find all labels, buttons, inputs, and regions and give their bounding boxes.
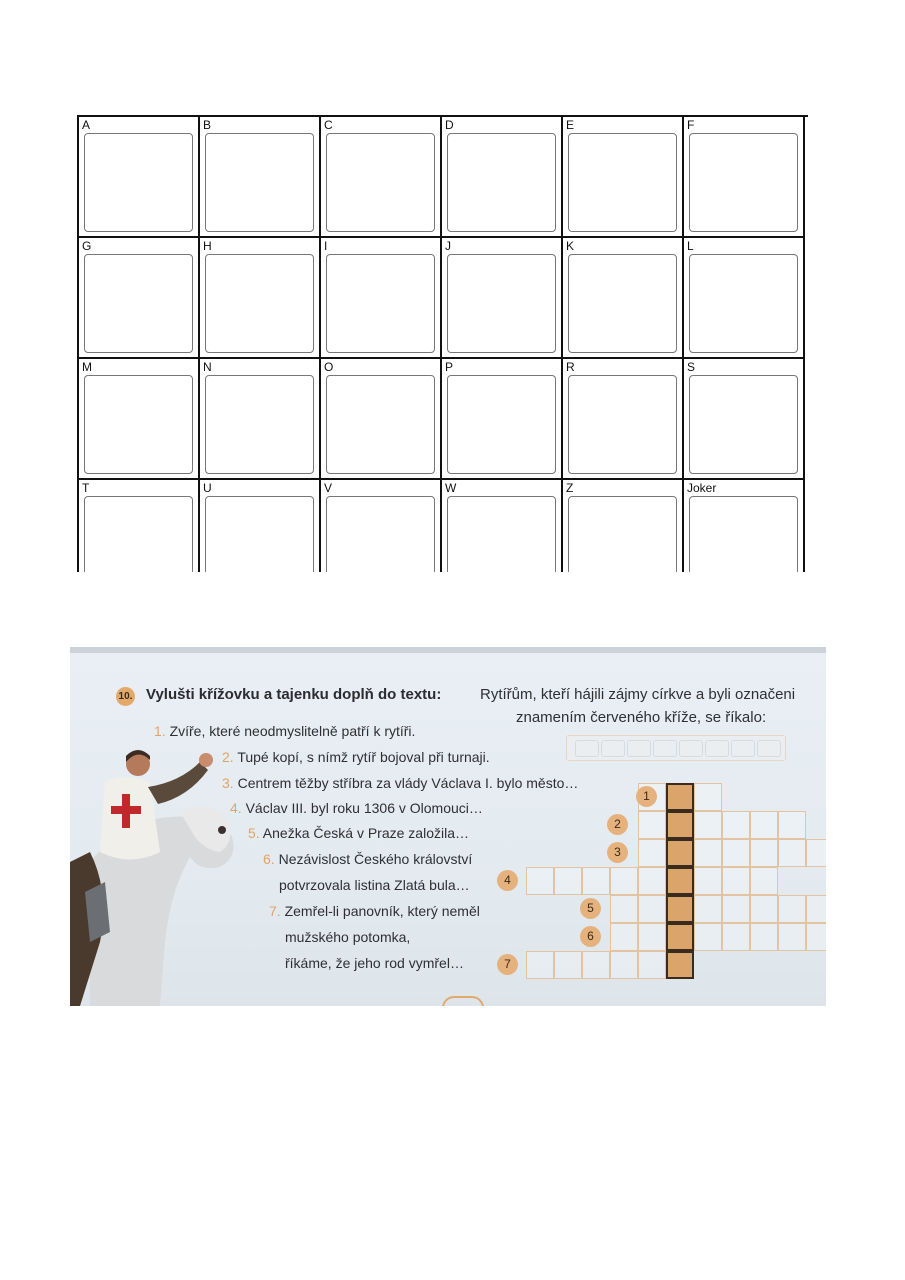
grid-cell-box[interactable] — [447, 254, 556, 353]
grid-cell-letter: Z — [566, 481, 574, 495]
crossword-cell[interactable] — [722, 839, 750, 867]
crossword-row-number: 3 — [607, 842, 628, 863]
grid-cell — [442, 117, 563, 238]
riddle-line-2: znamením červeného kříže, se říkalo: — [516, 709, 767, 726]
page-edge — [70, 647, 826, 653]
clue-line — [263, 851, 472, 867]
grid-cell-box[interactable] — [568, 254, 677, 353]
task-number-badge: 10. — [116, 687, 135, 706]
clue-text: Tupé kopí, s nímž rytíř bojoval při turnaji. — [237, 749, 490, 765]
grid-cell — [79, 238, 200, 359]
crossword-cell[interactable] — [778, 839, 806, 867]
grid-cell — [79, 480, 200, 572]
crossword-cell[interactable] — [722, 923, 750, 951]
riddle-line-1: Rytířům, kteří hájili zájmy církve a byli označeni — [480, 686, 796, 703]
grid-cell — [79, 359, 200, 480]
crossword-secret-cell[interactable] — [666, 923, 694, 951]
grid-cell — [684, 238, 805, 359]
grid-cell-letter: P — [445, 360, 454, 374]
grid-cell — [563, 117, 684, 238]
clue-text: Nezávislost Českého království — [278, 851, 473, 867]
crossword-row-number: 7 — [497, 954, 518, 975]
clue-text: Zvíře, které neodmyslitelně patří k rytíři. — [169, 723, 416, 739]
grid-cell-letter: B — [203, 118, 212, 132]
crossword-cell[interactable] — [694, 923, 722, 951]
grid-cell-box[interactable] — [447, 496, 556, 572]
crossword-cell[interactable] — [778, 811, 806, 839]
crossword-secret-cell[interactable] — [666, 867, 694, 895]
grid-cell — [684, 117, 805, 238]
grid-cell — [563, 480, 684, 572]
grid-cell-letter: D — [445, 118, 454, 132]
grid-cell-box[interactable] — [205, 496, 314, 572]
crossword-cell[interactable] — [778, 923, 806, 951]
grid-cell-box[interactable] — [689, 254, 798, 353]
crossword-cell[interactable] — [750, 923, 778, 951]
clue-text: Václav III. byl roku 1306 v Olomouci… — [245, 800, 483, 816]
clue-number: 4. — [230, 800, 246, 816]
grid-cell-letter: I — [324, 239, 328, 253]
grid-cell-box[interactable] — [84, 254, 193, 353]
task-title: Vylušti křížovku a tajenku doplň do textu: — [146, 686, 442, 703]
crossword-cell[interactable] — [554, 867, 582, 895]
grid-cell — [563, 359, 684, 480]
answer-strip[interactable] — [566, 735, 786, 761]
answer-box[interactable] — [757, 740, 781, 757]
grid-cell-box[interactable] — [447, 133, 556, 232]
grid-cell-box[interactable] — [84, 496, 193, 572]
clue-number: 2. — [222, 749, 238, 765]
grid-cell — [684, 480, 805, 572]
grid-cell-box[interactable] — [326, 133, 435, 232]
grid-cell — [321, 117, 442, 238]
crossword-cell[interactable] — [694, 867, 722, 895]
grid-cell-box[interactable] — [326, 375, 435, 474]
grid-cell-box[interactable] — [84, 133, 193, 232]
crossword-cell[interactable] — [750, 839, 778, 867]
grid-cell-box[interactable] — [568, 375, 677, 474]
clue-text: Anežka Česká v Praze založila… — [262, 825, 469, 841]
answer-box[interactable] — [575, 740, 599, 757]
grid-cell-letter: S — [687, 360, 696, 374]
crossword-row-number: 6 — [580, 926, 601, 947]
crossword-cell[interactable] — [610, 923, 638, 951]
page-number-tab — [442, 996, 484, 1006]
crossword-cell[interactable] — [750, 811, 778, 839]
grid-cell-letter: K — [566, 239, 575, 253]
grid-cell — [442, 238, 563, 359]
crossword-secret-cell[interactable] — [666, 895, 694, 923]
crossword-cell[interactable] — [610, 867, 638, 895]
grid-cell — [442, 480, 563, 572]
grid-cell-letter: U — [203, 481, 212, 495]
grid-cell-letter: Joker — [687, 481, 717, 495]
crossword-secret-cell[interactable] — [666, 839, 694, 867]
answer-box[interactable] — [679, 740, 703, 757]
clue-line — [285, 929, 410, 945]
clue-number: 6. — [263, 851, 279, 867]
grid-cell — [321, 238, 442, 359]
grid-cell — [200, 117, 321, 238]
crossword-row-number: 1 — [636, 786, 657, 807]
crossword-cell[interactable] — [694, 839, 722, 867]
grid-cell-box[interactable] — [568, 496, 677, 572]
crossword-cell[interactable] — [694, 895, 722, 923]
crossword-secret-cell[interactable] — [666, 783, 694, 811]
grid-cell — [79, 117, 200, 238]
clue-number: 5. — [248, 825, 263, 841]
clue-line — [154, 723, 415, 739]
clue-number: 7. — [269, 903, 285, 919]
clue-text: říkáme, že jeho rod vymřel… — [285, 955, 464, 971]
clue-line — [248, 825, 469, 841]
crossword-cell[interactable] — [694, 811, 722, 839]
grid-cell — [563, 238, 684, 359]
answer-box[interactable] — [705, 740, 729, 757]
crossword-row-number: 4 — [497, 870, 518, 891]
grid-cell-box[interactable] — [447, 375, 556, 474]
crossword-cell[interactable] — [778, 895, 806, 923]
crossword-cell[interactable] — [638, 867, 666, 895]
crossword-cell[interactable] — [722, 811, 750, 839]
crossword-cell[interactable] — [694, 783, 722, 811]
clue-text: mužského potomka, — [285, 929, 411, 945]
grid-cell-letter: M — [82, 360, 92, 374]
clue-number: 3. — [222, 775, 238, 791]
crossword-cell[interactable] — [750, 867, 778, 895]
grid-cell-letter: H — [203, 239, 212, 253]
crossword-cell[interactable] — [806, 923, 826, 951]
grid-cell — [200, 480, 321, 572]
textbook-photo — [70, 647, 826, 1006]
grid-cell-letter: O — [324, 360, 334, 374]
clue-line — [285, 955, 464, 971]
grid-cell-box[interactable] — [689, 133, 798, 232]
grid-cell-letter: E — [566, 118, 575, 132]
letter-grid — [77, 115, 808, 572]
grid-cell — [321, 359, 442, 480]
answer-box[interactable] — [601, 740, 625, 757]
grid-cell-box[interactable] — [205, 254, 314, 353]
grid-cell-letter: L — [687, 239, 694, 253]
crossword-cell[interactable] — [526, 867, 554, 895]
clue-line — [222, 749, 490, 765]
grid-cell-box[interactable] — [326, 496, 435, 572]
grid-cell-letter: T — [82, 481, 90, 495]
crossword-cell[interactable] — [638, 951, 666, 979]
grid-cell-letter: G — [82, 239, 92, 253]
grid-cell — [200, 238, 321, 359]
crossword-secret-cell[interactable] — [666, 811, 694, 839]
knight-illustration — [70, 742, 240, 1006]
answer-box[interactable] — [627, 740, 651, 757]
grid-cell-letter: C — [324, 118, 333, 132]
grid-cell-letter: N — [203, 360, 212, 374]
crossword-cell[interactable] — [806, 895, 826, 923]
crossword-cell[interactable] — [638, 923, 666, 951]
crossword-cell[interactable] — [722, 895, 750, 923]
grid-cell — [684, 359, 805, 480]
crossword-cell[interactable] — [582, 867, 610, 895]
grid-cell-box[interactable] — [689, 496, 798, 572]
grid-cell-letter: W — [445, 481, 457, 495]
grid-cell-box[interactable] — [84, 375, 193, 474]
crossword-cell[interactable] — [722, 867, 750, 895]
crossword-cell[interactable] — [638, 839, 666, 867]
clue-number: 1. — [154, 723, 170, 739]
crossword-cell[interactable] — [610, 951, 638, 979]
crossword-cell[interactable] — [554, 951, 582, 979]
grid-cell-letter: R — [566, 360, 575, 374]
clue-text: Zemřel-li panovník, který neměl — [284, 903, 480, 919]
crossword-cell[interactable] — [750, 895, 778, 923]
answer-box[interactable] — [731, 740, 755, 757]
grid-cell-letter: F — [687, 118, 695, 132]
crossword-cell[interactable] — [526, 951, 554, 979]
crossword-row-number: 5 — [580, 898, 601, 919]
grid-cell-letter: V — [324, 481, 333, 495]
grid-cell-box[interactable] — [205, 375, 314, 474]
grid-cell — [200, 359, 321, 480]
crossword-cell[interactable] — [582, 951, 610, 979]
grid-cell-box[interactable] — [326, 254, 435, 353]
clue-line — [269, 903, 480, 919]
crossword-cell[interactable] — [806, 839, 826, 867]
clue-line — [279, 877, 470, 893]
clue-line — [230, 800, 483, 816]
grid-cell-letter: A — [82, 118, 91, 132]
clue-text: potvrzovala listina Zlatá bula… — [279, 877, 470, 893]
clue-line — [222, 775, 578, 791]
crossword-row-number: 2 — [607, 814, 628, 835]
grid-cell-letter: J — [445, 239, 451, 253]
crossword-cell[interactable] — [638, 895, 666, 923]
crossword-secret-cell[interactable] — [666, 951, 694, 979]
answer-box[interactable] — [653, 740, 677, 757]
grid-cell-box[interactable] — [205, 133, 314, 232]
clue-text: Centrem těžby stříbra za vlády Václava I. bylo město… — [237, 775, 579, 791]
grid-cell-box[interactable] — [568, 133, 677, 232]
grid-cell — [321, 480, 442, 572]
grid-cell-box[interactable] — [689, 375, 798, 474]
grid-cell — [442, 359, 563, 480]
crossword-cell[interactable] — [610, 895, 638, 923]
crossword-cell[interactable] — [638, 811, 666, 839]
